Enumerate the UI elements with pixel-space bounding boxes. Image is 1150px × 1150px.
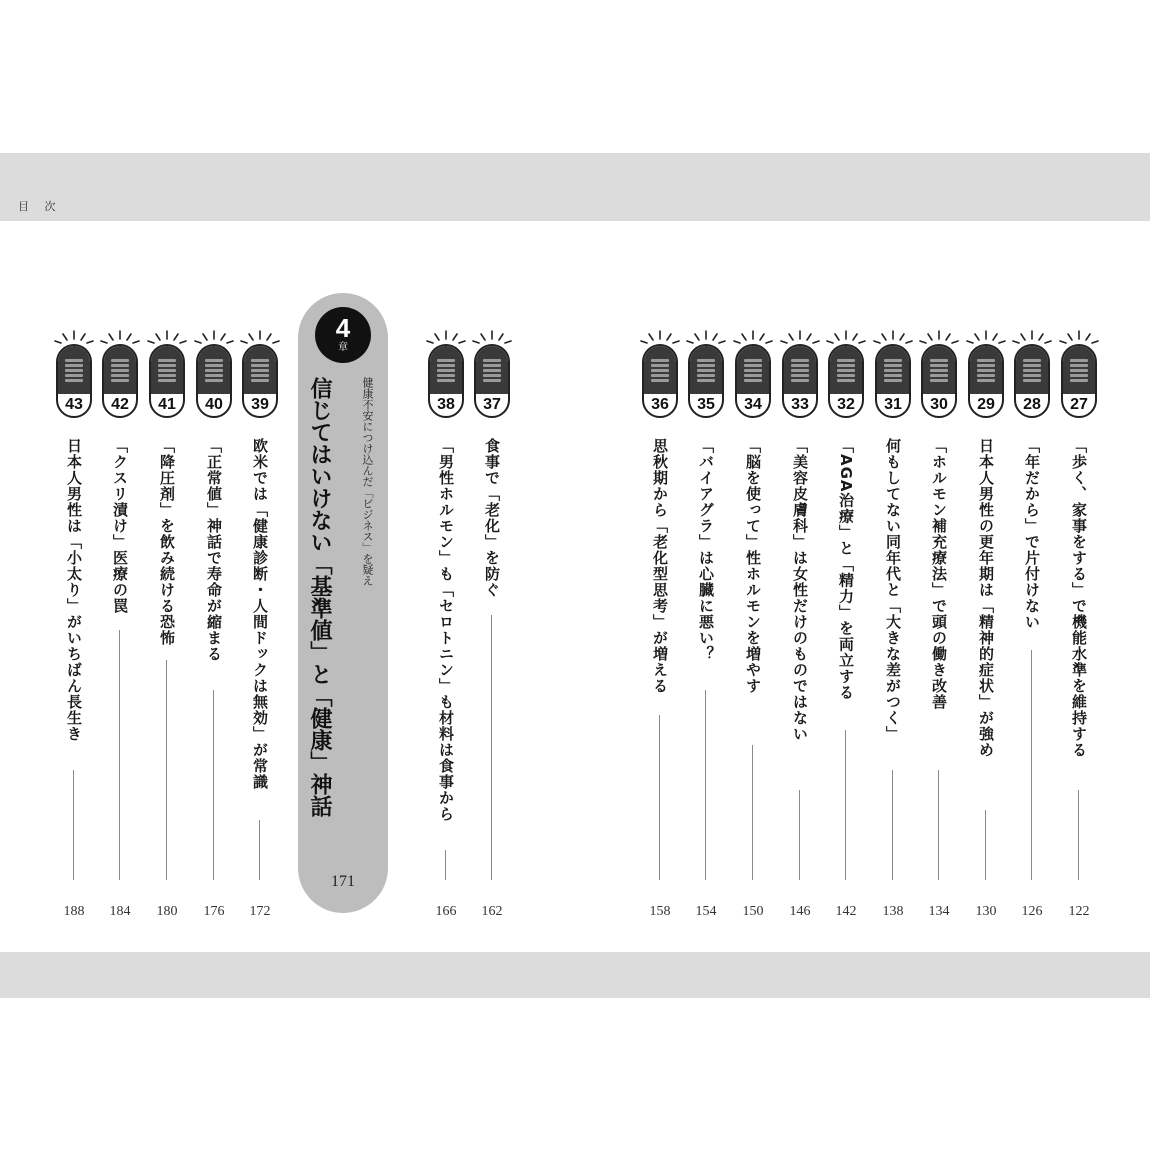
entry-number: 31 [884,396,902,413]
leader-line [705,690,706,880]
entry-page-number: 142 [835,904,857,919]
book-stack-icon [151,346,183,394]
book-stack-icon [970,346,1002,394]
entry-title: 「クスリ漬け」医療の罠 [111,438,129,614]
entry-badge [642,344,678,418]
entry-badge [875,344,911,418]
toc-entry-36[interactable] [638,330,682,920]
toc-entry-39[interactable] [238,330,282,920]
entry-number: 39 [251,396,269,413]
entry-title: 「男性ホルモン」も「セロトニン」も材料は食事から [437,438,455,822]
book-stack-icon [1063,346,1095,394]
book-stack-icon [830,346,862,394]
book-stack-icon [476,346,508,394]
entry-title: 食事で「老化」を防ぐ [483,438,501,598]
leader-line [752,745,753,880]
book-stack-icon [877,346,909,394]
entry-page-number: 134 [928,904,950,919]
entry-number: 36 [651,396,669,413]
leader-line [892,770,893,880]
entry-page-number: 188 [63,904,85,919]
entry-title: 思秋期から「老化型思考」が増える [651,438,669,694]
entry-title: 「ホルモン補充療法」で頭の働き改善 [930,438,948,710]
leader-line [259,820,260,880]
leader-line [166,660,167,880]
entry-title: 「降圧剤」を飲み続ける恐怖 [158,438,176,646]
toc-entry-42[interactable] [98,330,142,920]
entry-title: 何もしてない同年代と「大きな差がつく」 [884,438,902,742]
book-stack-icon [58,346,90,394]
chapter-subtitle: 健康不安につけ込んだ「ビジネス」を疑え [361,377,374,586]
book-stack-icon [690,346,722,394]
entry-title: 「脳を使って」性ホルモンを増やす [744,438,762,694]
toc-entry-30[interactable] [917,330,961,920]
entry-page-number: 126 [1021,904,1043,919]
chapter-panel [298,293,388,913]
entry-number: 42 [111,396,129,413]
leader-line [1078,790,1079,880]
entry-number: 30 [930,396,948,413]
toc-entry-34[interactable] [731,330,775,920]
entry-number: 27 [1070,396,1088,413]
toc-entry-40[interactable] [192,330,236,920]
entry-number: 35 [697,396,715,413]
entry-number: 34 [744,396,762,413]
leader-line [491,615,492,880]
toc-entry-27[interactable] [1057,330,1101,920]
entry-page-number: 130 [975,904,997,919]
entry-page-number: 184 [109,904,131,919]
entry-badge [828,344,864,418]
entry-number: 38 [437,396,455,413]
toc-entry-31[interactable] [871,330,915,920]
leader-line [1031,650,1032,880]
entry-title: 日本人男性は「小太り」がいちばん長生き [65,438,83,742]
header-band [0,153,1150,221]
entry-page-number: 146 [789,904,811,919]
toc-entry-28[interactable] [1010,330,1054,920]
entry-badge [102,344,138,418]
entry-title: 欧米では「健康診断・人間ドックは無効」が常識 [251,438,269,790]
leader-line [659,715,660,880]
running-header: 目 次 [18,200,62,213]
entry-page-number: 180 [156,904,178,919]
leader-line [73,770,74,880]
toc-entry-41[interactable] [145,330,189,920]
book-stack-icon [430,346,462,394]
entry-badge [688,344,724,418]
entry-badge [149,344,185,418]
leader-line [445,850,446,880]
book-stack-icon [644,346,676,394]
entry-title: 「美容皮膚科」は女性だけのものではない [791,438,809,742]
entry-number: 41 [158,396,176,413]
entry-number: 28 [1023,396,1041,413]
entry-badge [1014,344,1050,418]
toc-entry-32[interactable] [824,330,868,920]
book-stack-icon [923,346,955,394]
entry-page-number: 158 [649,904,671,919]
chapter-label: 章 [338,342,348,353]
footer-band [0,952,1150,998]
toc-entry-29[interactable] [964,330,1008,920]
entry-page-number: 138 [882,904,904,919]
leader-line [985,810,986,880]
entry-badge [735,344,771,418]
entry-badge [921,344,957,418]
entry-page-number: 150 [742,904,764,919]
leader-line [845,730,846,880]
book-stack-icon [104,346,136,394]
entry-number: 40 [205,396,223,413]
entry-page-number: 172 [249,904,271,919]
toc-entry-33[interactable] [778,330,822,920]
entry-title: 「AGA治療」と「精力」を両立する [837,438,855,701]
entry-title: 「正常値」神話で寿命が縮まる [205,438,223,662]
leader-line [119,630,120,880]
book-stack-icon [737,346,769,394]
leader-line [938,770,939,880]
entry-page-number: 176 [203,904,225,919]
leader-line [213,690,214,880]
entry-page-number: 166 [435,904,457,919]
leader-line [799,790,800,880]
book-stack-icon [244,346,276,394]
book-stack-icon [784,346,816,394]
entry-number: 29 [977,396,995,413]
entry-title: 「年だから」で片付けない [1023,438,1041,630]
book-stack-icon [1016,346,1048,394]
entry-badge [428,344,464,418]
entry-page-number: 154 [695,904,717,919]
toc-entry-37[interactable] [470,330,514,920]
chapter-number-badge [315,307,371,363]
entry-badge [1061,344,1097,418]
entry-page-number: 122 [1068,904,1090,919]
entry-badge [242,344,278,418]
entry-badge [474,344,510,418]
entry-badge [196,344,232,418]
entry-badge [968,344,1004,418]
entry-title: 「歩く、家事をする」で機能水準を維持する [1070,438,1088,758]
entry-badge [782,344,818,418]
entry-badge [56,344,92,418]
entry-title: 「バイアグラ」は心臓に悪い？ [697,438,715,662]
toc-entry-38[interactable] [424,330,468,920]
toc-entry-35[interactable] [684,330,728,920]
chapter-title: 信じてはいけない「基準値」と「健康」神話 [307,377,332,817]
entry-number: 32 [837,396,855,413]
entry-number: 33 [791,396,809,413]
book-stack-icon [198,346,230,394]
chapter-page-number: 171 [331,873,355,890]
entry-title: 日本人男性の更年期は「精神的症状」が強め [977,438,995,758]
toc-entry-43[interactable] [52,330,96,920]
entry-page-number: 162 [481,904,503,919]
entry-number: 43 [65,396,83,413]
chapter-number: 4 [335,313,351,343]
entry-number: 37 [483,396,501,413]
